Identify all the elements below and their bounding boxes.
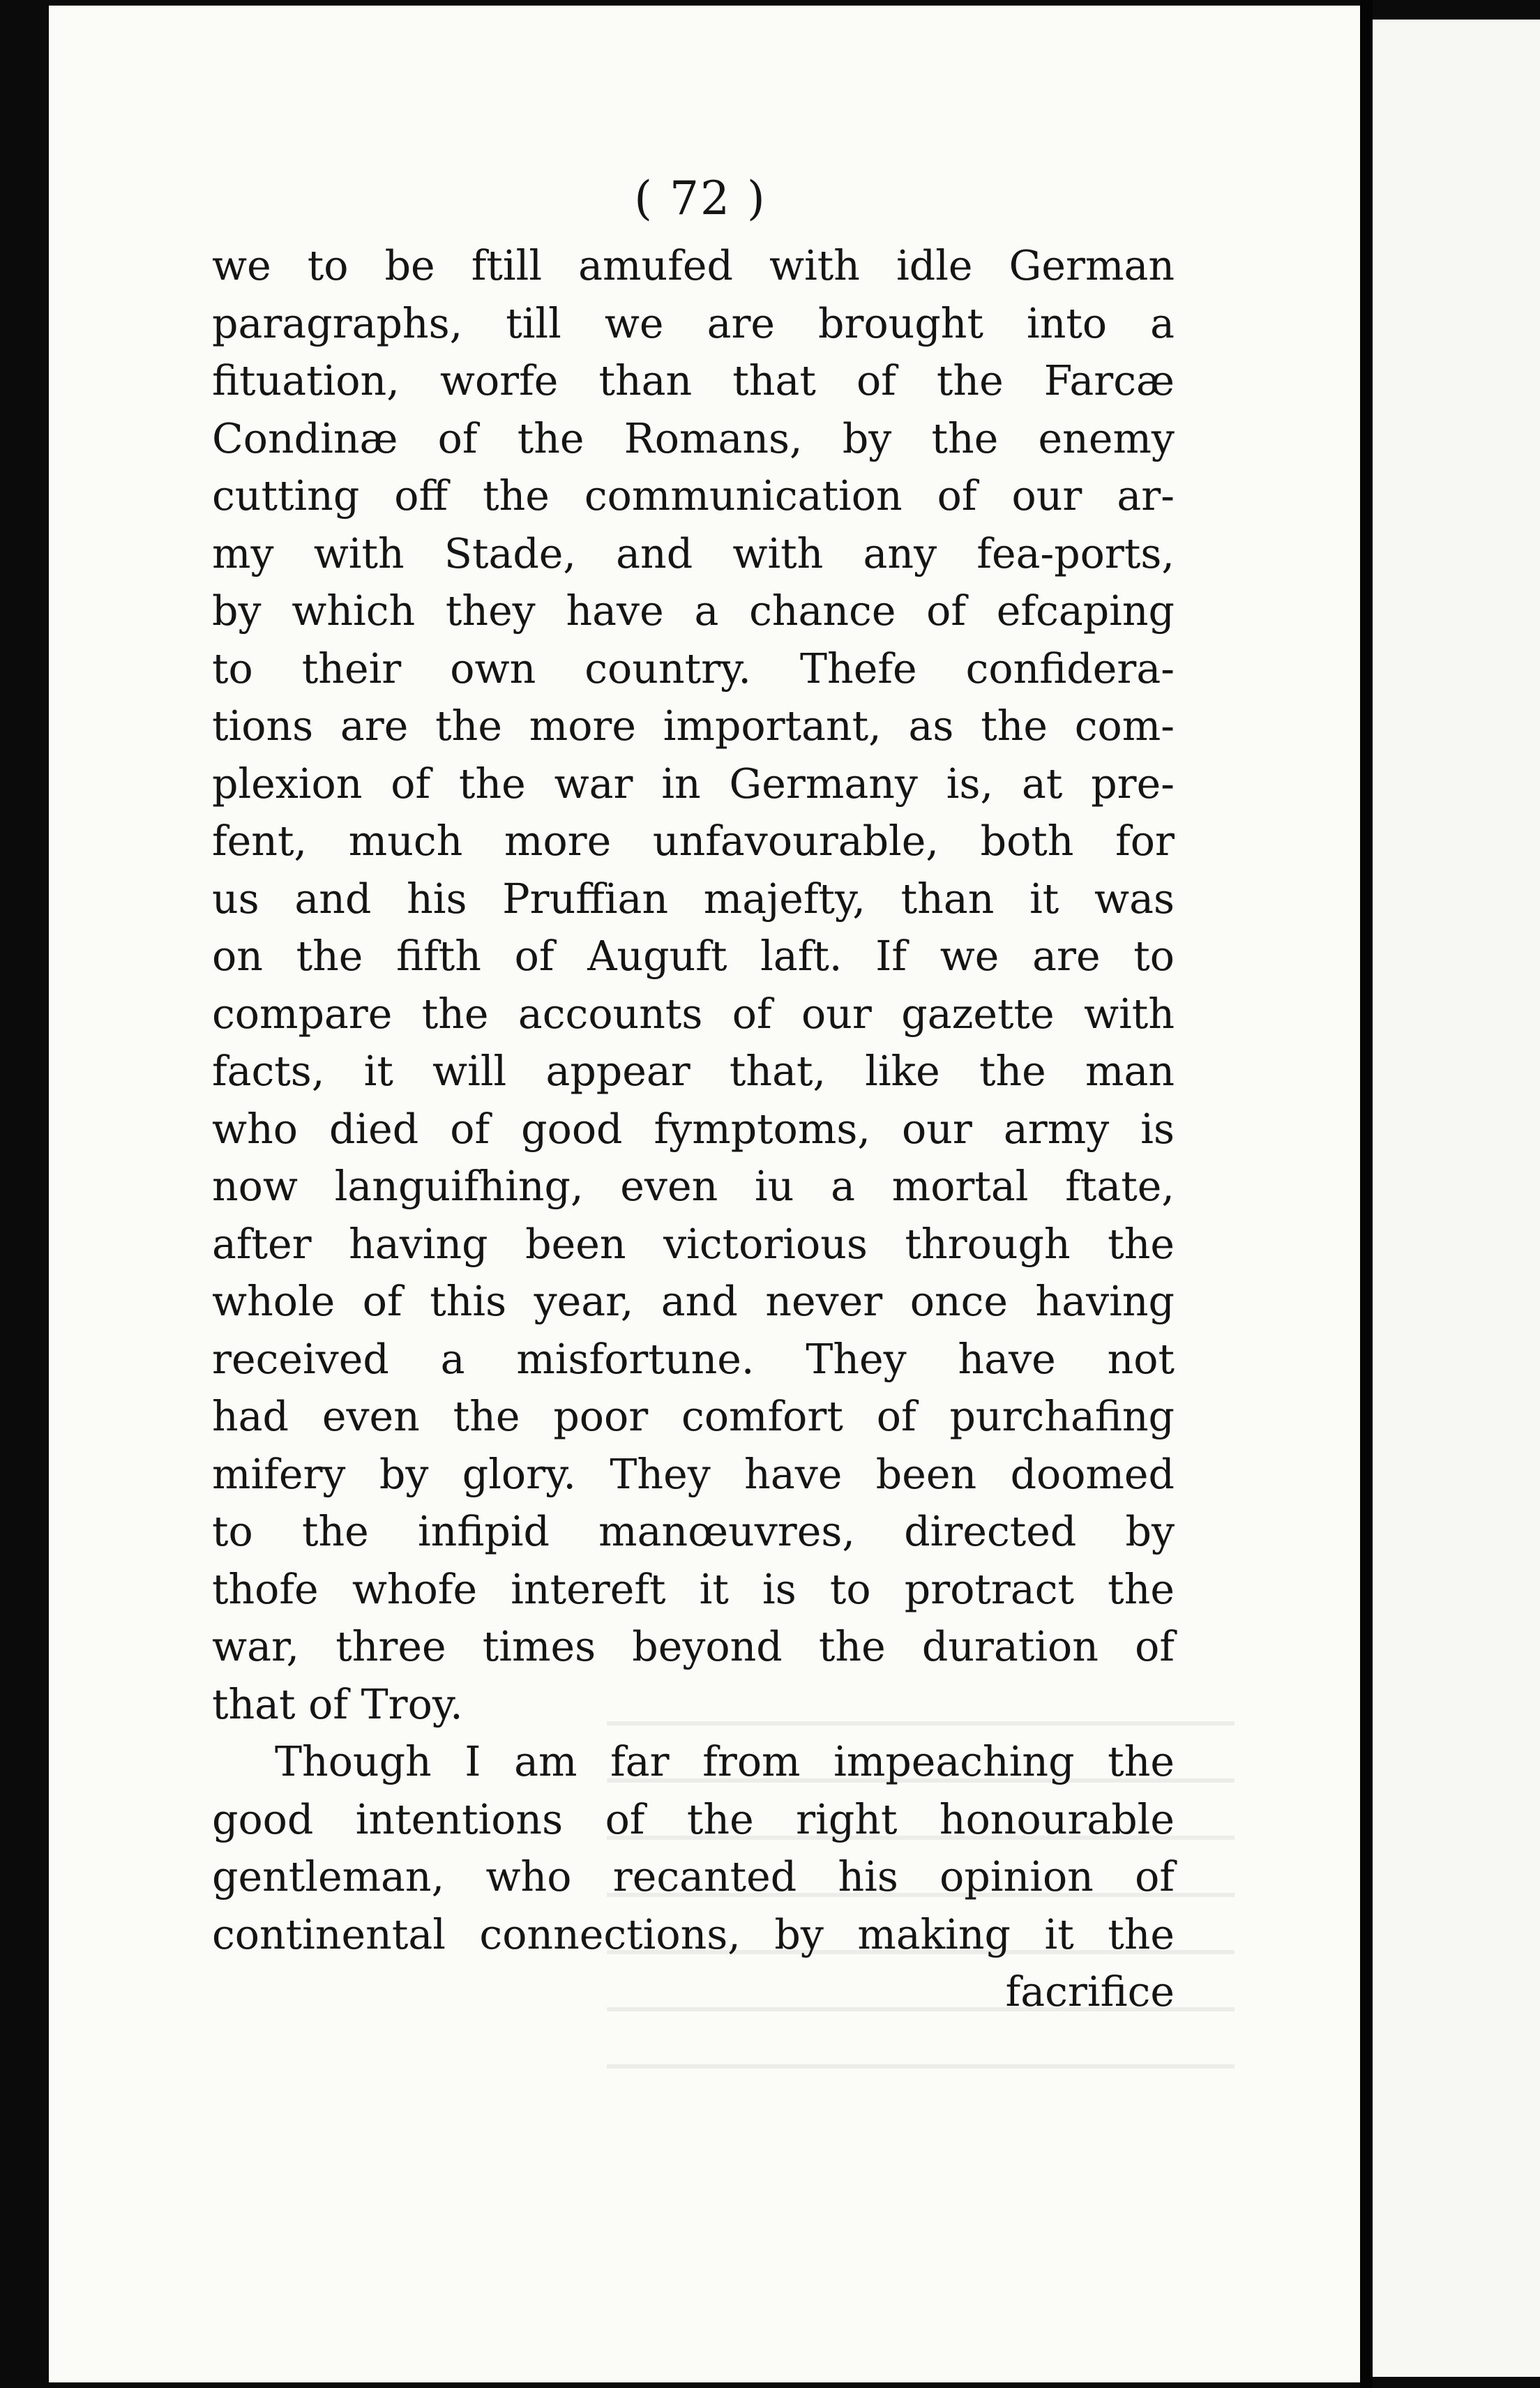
text-line: after having been victorious through the bbox=[212, 1220, 1175, 1268]
text-line: plexion of the war in Germany is, at pre- bbox=[212, 760, 1175, 808]
text-line: we to be ftill amufed with idle German bbox=[212, 242, 1175, 289]
text-line: to their own country. Thefe confidera- bbox=[212, 644, 1175, 693]
text-line: war, three times beyond the duration of bbox=[212, 1623, 1175, 1670]
text-line: received a misfortune. They have not bbox=[212, 1335, 1175, 1383]
text-line: by which they have a chance of efcaping bbox=[212, 587, 1175, 635]
text-line: to the infipid manœuvres, directed by bbox=[212, 1508, 1175, 1555]
text-line: cutting off the communication of our ar- bbox=[212, 472, 1175, 520]
page-gutter bbox=[1360, 0, 1373, 2388]
paragraph-end-line: that of Troy. bbox=[212, 1680, 463, 1728]
text-line: continental connections, by making it the bbox=[212, 1910, 1175, 1958]
text-line: who died of good fymptoms, our army is bbox=[212, 1105, 1175, 1153]
page-number: ( 72 ) bbox=[634, 172, 767, 225]
text-line: my with Stade, and with any fea-ports, bbox=[212, 529, 1175, 577]
page-text-block bbox=[212, 160, 1175, 2021]
text-line: paragraphs, till we are brought into a bbox=[212, 299, 1175, 347]
text-line: now languifhing, even iu a mortal ftate, bbox=[212, 1163, 1175, 1210]
text-line: mifery by glory. They have been doomed bbox=[212, 1450, 1175, 1498]
text-line: had even the poor comfort of purchafing bbox=[212, 1393, 1175, 1440]
text-line: facts, it will appear that, like the man bbox=[212, 1048, 1175, 1095]
catchword: facrifice bbox=[1005, 1968, 1175, 2016]
text-line: good intentions of the right honourable bbox=[212, 1795, 1175, 1843]
text-line: on the fifth of Auguft laft. If we are to bbox=[212, 932, 1175, 980]
adjacent-page-edge bbox=[1373, 20, 1540, 2377]
text-line: compare the accounts of our gazette with bbox=[212, 990, 1175, 1038]
text-line: us and his Pruffian majefty, than it was bbox=[212, 875, 1175, 923]
text-line: thofe whofe intereft it is to protract the bbox=[212, 1565, 1175, 1613]
text-line: whole of this year, and never once having bbox=[212, 1278, 1175, 1325]
text-line: tions are the more important, as the com- bbox=[212, 702, 1175, 750]
text-line: fituation, worfe than that of the Farcæ bbox=[212, 357, 1175, 405]
text-line: gentleman, who recanted his opinion of bbox=[212, 1853, 1175, 1900]
paragraph-start-line: Though I am far from impeaching the bbox=[275, 1738, 1175, 1785]
text-line: fent, much more unfavourable, both for bbox=[212, 817, 1175, 865]
text-line: Condinæ of the Romans, by the enemy bbox=[212, 414, 1175, 462]
